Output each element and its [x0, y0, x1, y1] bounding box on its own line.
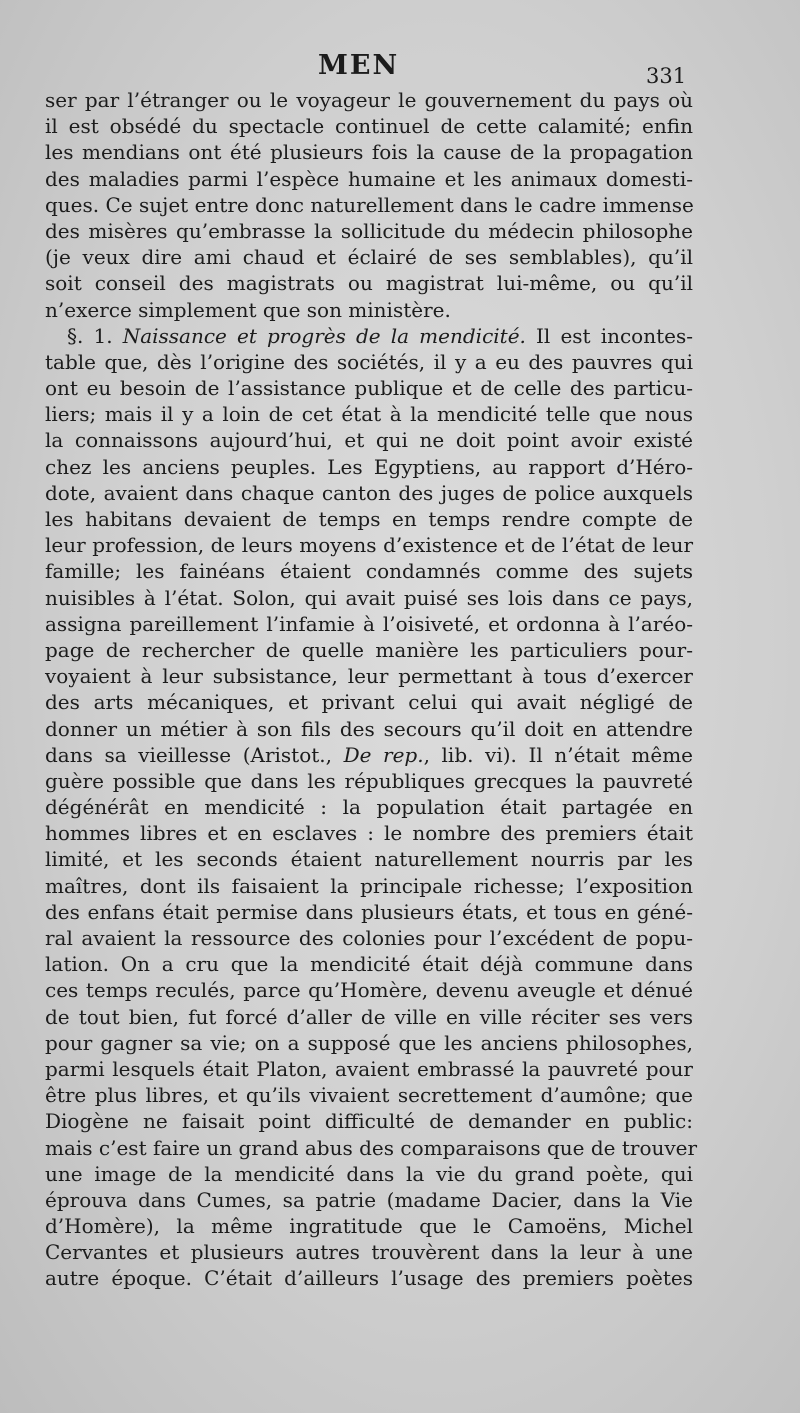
text-line: dote, avaient dans chaque canton des juges de police auxquels — [45, 480, 693, 505]
text-line: maîtres, dont ils faisaient la principale richesse; l’exposition — [45, 873, 693, 898]
text-line: les mendians ont été plusieurs fois la cause de la propagation — [45, 140, 693, 165]
section-title: Naissance et progrès de la mendicité. — [122, 323, 526, 348]
text-line: nuisibles à l’état. Solon, qui avait puisé ses lois dans ce pays, — [45, 585, 693, 610]
text-line: voyaient à leur subsistance, leur permettant à tous d’exercer — [45, 664, 693, 689]
citation-text: , lib. vi). Il n’était même — [423, 742, 693, 767]
text-line: lation. On a cru que la mendicité était déjà commune dans — [45, 952, 693, 977]
text-line: être plus libres, et qu’ils vivaient secrettement d’aumône; que — [45, 1083, 693, 1108]
section-line-text: Il est incontes- — [525, 323, 693, 348]
text-line: ral avaient la ressource des colonies pour l’excédent de popu- — [45, 926, 693, 950]
text-line: pour gagner sa vie; on a supposé que les anciens philosophes, — [45, 1030, 693, 1055]
citation-line — [45, 742, 693, 768]
text-line: ont eu besoin de l’assistance publique et de celle des particu- — [45, 376, 693, 401]
text-line: leur profession, de leurs moyens d’existence et de l’état de leur — [45, 533, 693, 558]
text-line: des enfans était permise dans plusieurs états, et tous en géné- — [45, 899, 693, 924]
section-number: §. 1. — [67, 323, 123, 348]
text-line: des maladies parmi l’espèce humaine et les animaux domesti- — [45, 166, 693, 191]
text-line: n’exerce simplement que son ministère. — [45, 297, 451, 322]
text-line: parmi lesquels était Platon, avaient embrassé la pauvreté pour — [45, 1056, 693, 1081]
text-line: Cervantes et plusieurs autres trouvèrent dans la leur à une — [45, 1240, 693, 1265]
page-number: 331 — [646, 64, 687, 88]
text-line: Diogène ne faisait point difficulté de demander en public: — [45, 1109, 693, 1134]
text-line: d’Homère), la même ingratitude que le Camoëns, Michel — [45, 1214, 693, 1239]
citation-text: dans sa vieillesse (Aristot., — [45, 742, 344, 767]
text-line: guère possible que dans les républiques grecques la pauvreté — [45, 768, 693, 793]
body-text — [45, 87, 698, 1292]
text-line: limité, et les seconds étaient naturellement nourris par les — [45, 847, 693, 872]
text-line: une image de la mendicité dans la vie du grand poète, qui — [45, 1161, 693, 1186]
text-line: assigna pareillement l’infamie à l’oisiveté, et ordonna à l’aréo- — [45, 611, 693, 636]
text-line: ser par l’étranger ou le voyageur le gouvernement du pays où — [45, 88, 693, 112]
text-line: les habitans devaient de temps en temps rendre compte de — [45, 507, 693, 531]
text-line: ques. Ce sujet entre donc naturellement dans le cadre immense — [45, 192, 694, 217]
text-line: hommes libres et en esclaves : le nombre des premiers était — [45, 821, 693, 846]
text-line: famille; les fainéans étaient condamnés comme des sujets — [45, 559, 693, 584]
text-line: des arts mécaniques, et privant celui qui avait négligé de — [45, 690, 693, 715]
text-line: dégénérât en mendicité : la population était partagée en — [45, 795, 693, 820]
text-line: ces temps reculés, parce qu’Homère, devenu aveugle et dénué — [45, 978, 693, 1003]
text-line: soit conseil des magistrats ou magistrat lui-même, ou qu’il — [45, 271, 693, 296]
cited-work: De rep. — [343, 742, 424, 767]
text-line: éprouva dans Cumes, sa patrie (madame Dacier, dans la Vie — [45, 1187, 693, 1212]
text-line: autre époque. C’était d’ailleurs l’usage des premiers poètes — [45, 1266, 693, 1291]
text-line: page de rechercher de quelle manière les particuliers pour- — [45, 637, 693, 662]
text-line: mais c’est faire un grand abus des comparaisons que de trouver — [45, 1135, 698, 1160]
running-head — [0, 50, 800, 90]
running-head-title: MEN — [318, 50, 400, 81]
text-line: il est obsédé du spectacle continuel de cette calamité; enfin — [45, 114, 693, 139]
text-line: table que, dès l’origine des sociétés, il y a eu des pauvres qui — [45, 349, 693, 374]
text-line: la connaissons aujourd’hui, et qui ne doit point avoir existé — [45, 428, 693, 453]
text-line: (je veux dire ami chaud et éclairé de ses semblables), qu’il — [45, 245, 693, 270]
text-line: des misères qu’embrasse la sollicitude du médecin philosophe — [45, 218, 693, 243]
text-line: de tout bien, fut forcé d’aller de ville en ville réciter ses vers — [45, 1004, 693, 1029]
text-line: chez les anciens peuples. Les Egyptiens, au rapport d’Héro- — [45, 454, 693, 479]
text-line: donner un métier à son fils des secours qu’il doit en attendre — [45, 716, 693, 741]
text-line: liers; mais il y a loin de cet état à la mendicité telle que nous — [45, 402, 693, 427]
section-heading-line — [45, 323, 693, 349]
